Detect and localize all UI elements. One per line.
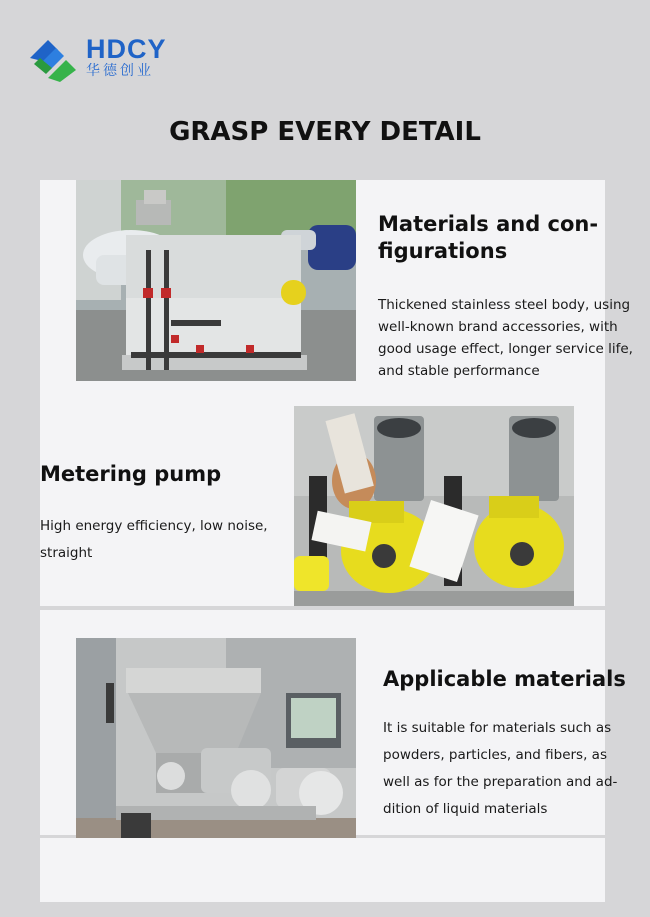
brand-name: HDCY: [86, 34, 167, 64]
text-line: dition of liquid materials: [383, 801, 548, 817]
text-line: well-known brand accessories, with: [378, 319, 618, 335]
applicable-materials-heading: Applicable materials: [383, 667, 626, 691]
text-line: High energy efficiency, low noise,: [40, 518, 268, 534]
hdcy-logo-icon: [26, 34, 80, 84]
text-line: straight: [40, 545, 93, 561]
stainless-steel-dosing-unit-photo: [76, 180, 356, 381]
brand-name-cn: 华德创业: [86, 63, 154, 79]
text-line: powders, particles, and fibers, as: [383, 747, 607, 763]
yellow-metering-pumps-photo: [294, 406, 574, 606]
powder-feeder-hopper-photo: [76, 638, 356, 838]
materials-text: [378, 294, 633, 382]
text-line: well as for the preparation and ad-: [383, 774, 618, 790]
text-line: It is suitable for materials such as: [383, 720, 612, 736]
bottom-panel: [40, 838, 605, 902]
text-line: good usage effect, longer service life,: [378, 341, 633, 357]
materials-heading-line1: Materials and con-: [378, 212, 599, 236]
applicable-materials-text: [383, 715, 617, 823]
materials-heading: [378, 211, 598, 265]
metering-pump-text: [40, 513, 268, 567]
metering-pump-heading: Metering pump: [40, 462, 222, 486]
text-line: and stable performance: [378, 363, 540, 379]
materials-heading-line2: figurations: [378, 239, 508, 263]
page-title: GRASP EVERY DETAIL: [169, 117, 481, 147]
text-line: Thickened stainless steel body, using: [378, 297, 631, 313]
